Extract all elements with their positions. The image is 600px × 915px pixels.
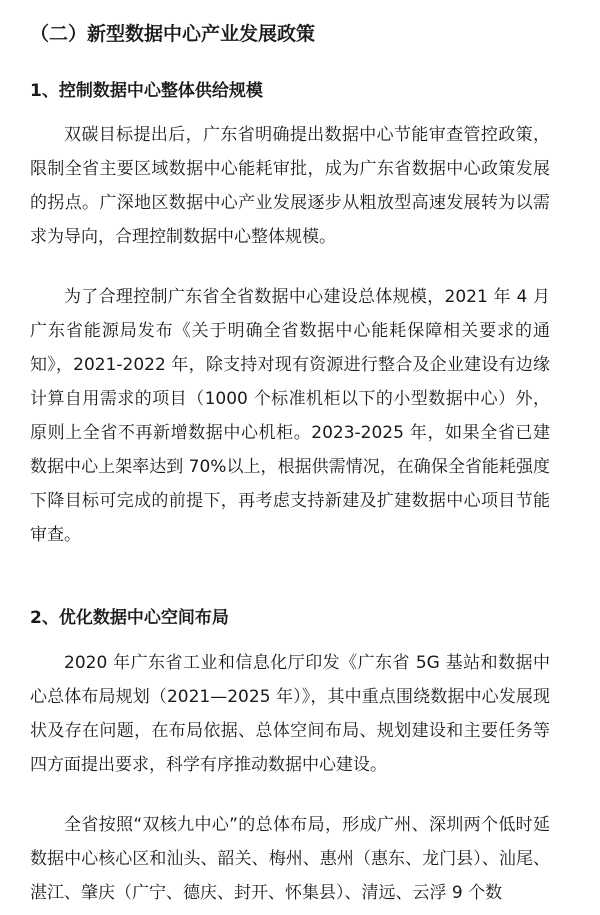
paragraph-2-1: 2020 年广东省工业和信息化厅印发《广东省 5G 基站和数据中心总体布局规划（2021—2025 年）》，其中重点围绕数据中心发展现状及存在问题，在布局依据、总体空间布局、规划建设和主要任务等四方面提出要求，科学有序推动数据中心建设。 — [30, 653, 550, 775]
section-title: （二）新型数据中心产业发展政策 — [30, 23, 316, 45]
paragraph-2-2: 全省按照“双核九中心”的总体布局，形成广州、深圳两个低时延数据中心核心区和汕头、韶关、梅州、惠州（惠东、龙门县）、汕尾、湛江、肇庆（广宁、德庆、封开、怀集县）、清远、云浮 9 个数 — [30, 815, 550, 903]
subsection-heading-2: 2、优化数据中心空间布局 — [30, 608, 229, 628]
paragraph-1-2: 为了合理控制广东省全省数据中心建设总体规模，2021 年 4 月广东省能源局发布《关于明确全省数据中心能耗保障相关要求的通知》，2021-2022 年，除支持对现有资源进行整合及企业建设有边缘计算自用需求的项目（1000 个标准机柜以下的小型数据中心）外，原则上全省不再新增数据中心机柜。2023-2025 年，如果全省已建数据中心上架率达到 70%以上，根据供需情况，在确保全省能耗强度下降目标可完成的前提下，再考虑支持新建及扩建数据中心项目节能审查。 — [30, 287, 550, 545]
paragraph-1-1: 双碳目标提出后，广东省明确提出数据中心节能审查管控政策，限制全省主要区域数据中心能耗审批，成为广东省数据中心政策发展的拐点。广深地区数据中心产业发展逐步从粗放型高速发展转为以需求为导向，合理控制数据中心整体规模。 — [30, 125, 550, 247]
subsection-heading-1: 1、控制数据中心整体供给规模 — [30, 81, 263, 101]
